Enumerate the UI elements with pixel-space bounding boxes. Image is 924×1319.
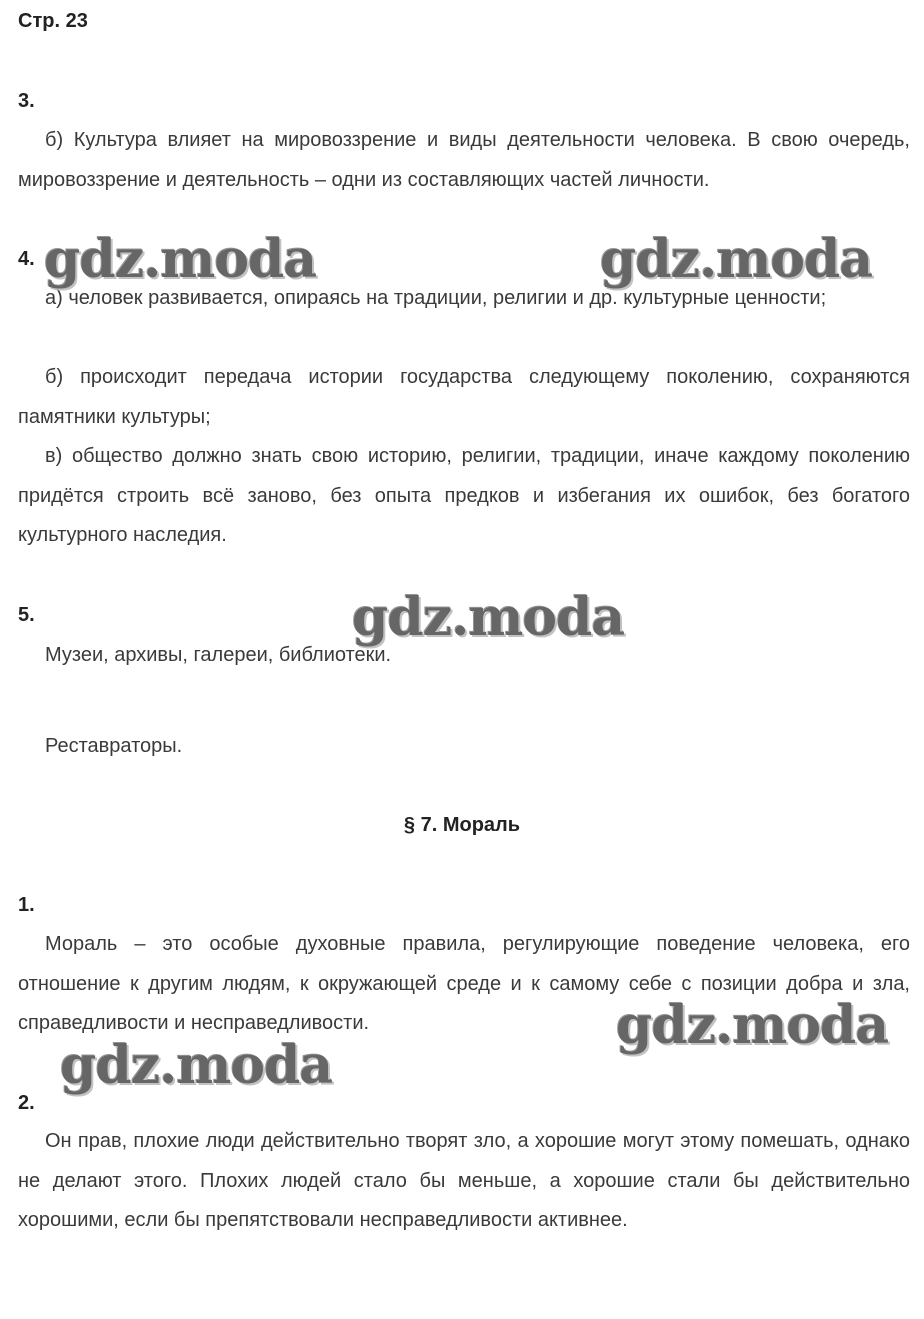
page-header: Стр. 23 [18,10,88,32]
watermark-logo: gdz.moda [616,995,889,1056]
task-number: 5. [18,604,35,626]
task-number: 1. [18,894,35,916]
watermark-logo: gdz.moda [352,587,625,648]
task-answer-line: Реставраторы. [45,735,183,757]
watermark-logo: gdz.moda [44,229,317,290]
task-number: 2. [18,1092,35,1114]
section-title: § 7. Мораль [403,814,521,836]
task-answer: Мораль – это особые духовные правила, регулирующие поведение человека, его отношение к другим людям, к окружающей среде и к самому себе с позиции добра и зла, справедливости и несправедливости. [18,933,910,1034]
task-answer-a: а) человек развивается, опираясь на традиции, религии и др. культурные ценности; [45,287,827,309]
task-number: 3. [18,90,35,112]
task-answer: б) Культура влияет на мировоззрение и виды деятельности человека. В свою очередь, мировоззрение и деятельность – одни из составляющих частей личности. [18,129,910,191]
task-answer-c: в) общество должно знать свою историю, религии, традиции, иначе каждому поколению придётся строить всё заново, без опыта предков и избегания их ошибок, без богатого культурного наследия. [18,445,910,546]
watermark-logo: gdz.moda [600,229,873,290]
task-number: 4. [18,248,35,270]
task-answer-line: Музеи, архивы, галереи, библиотеки. [45,644,392,666]
task-answer-b: б) происходит передача истории государства следующему поколению, сохраняются памятники культуры; [18,366,910,428]
task-answer: Он прав, плохие люди действительно творят зло, а хорошие могут этому помешать, однако не делают этого. Плохих людей стало бы меньше, а хорошие стали бы действительно хорошими, если бы препятствовали несправедливости активнее. [18,1130,910,1231]
watermark-logo: gdz.moda [60,1035,333,1096]
